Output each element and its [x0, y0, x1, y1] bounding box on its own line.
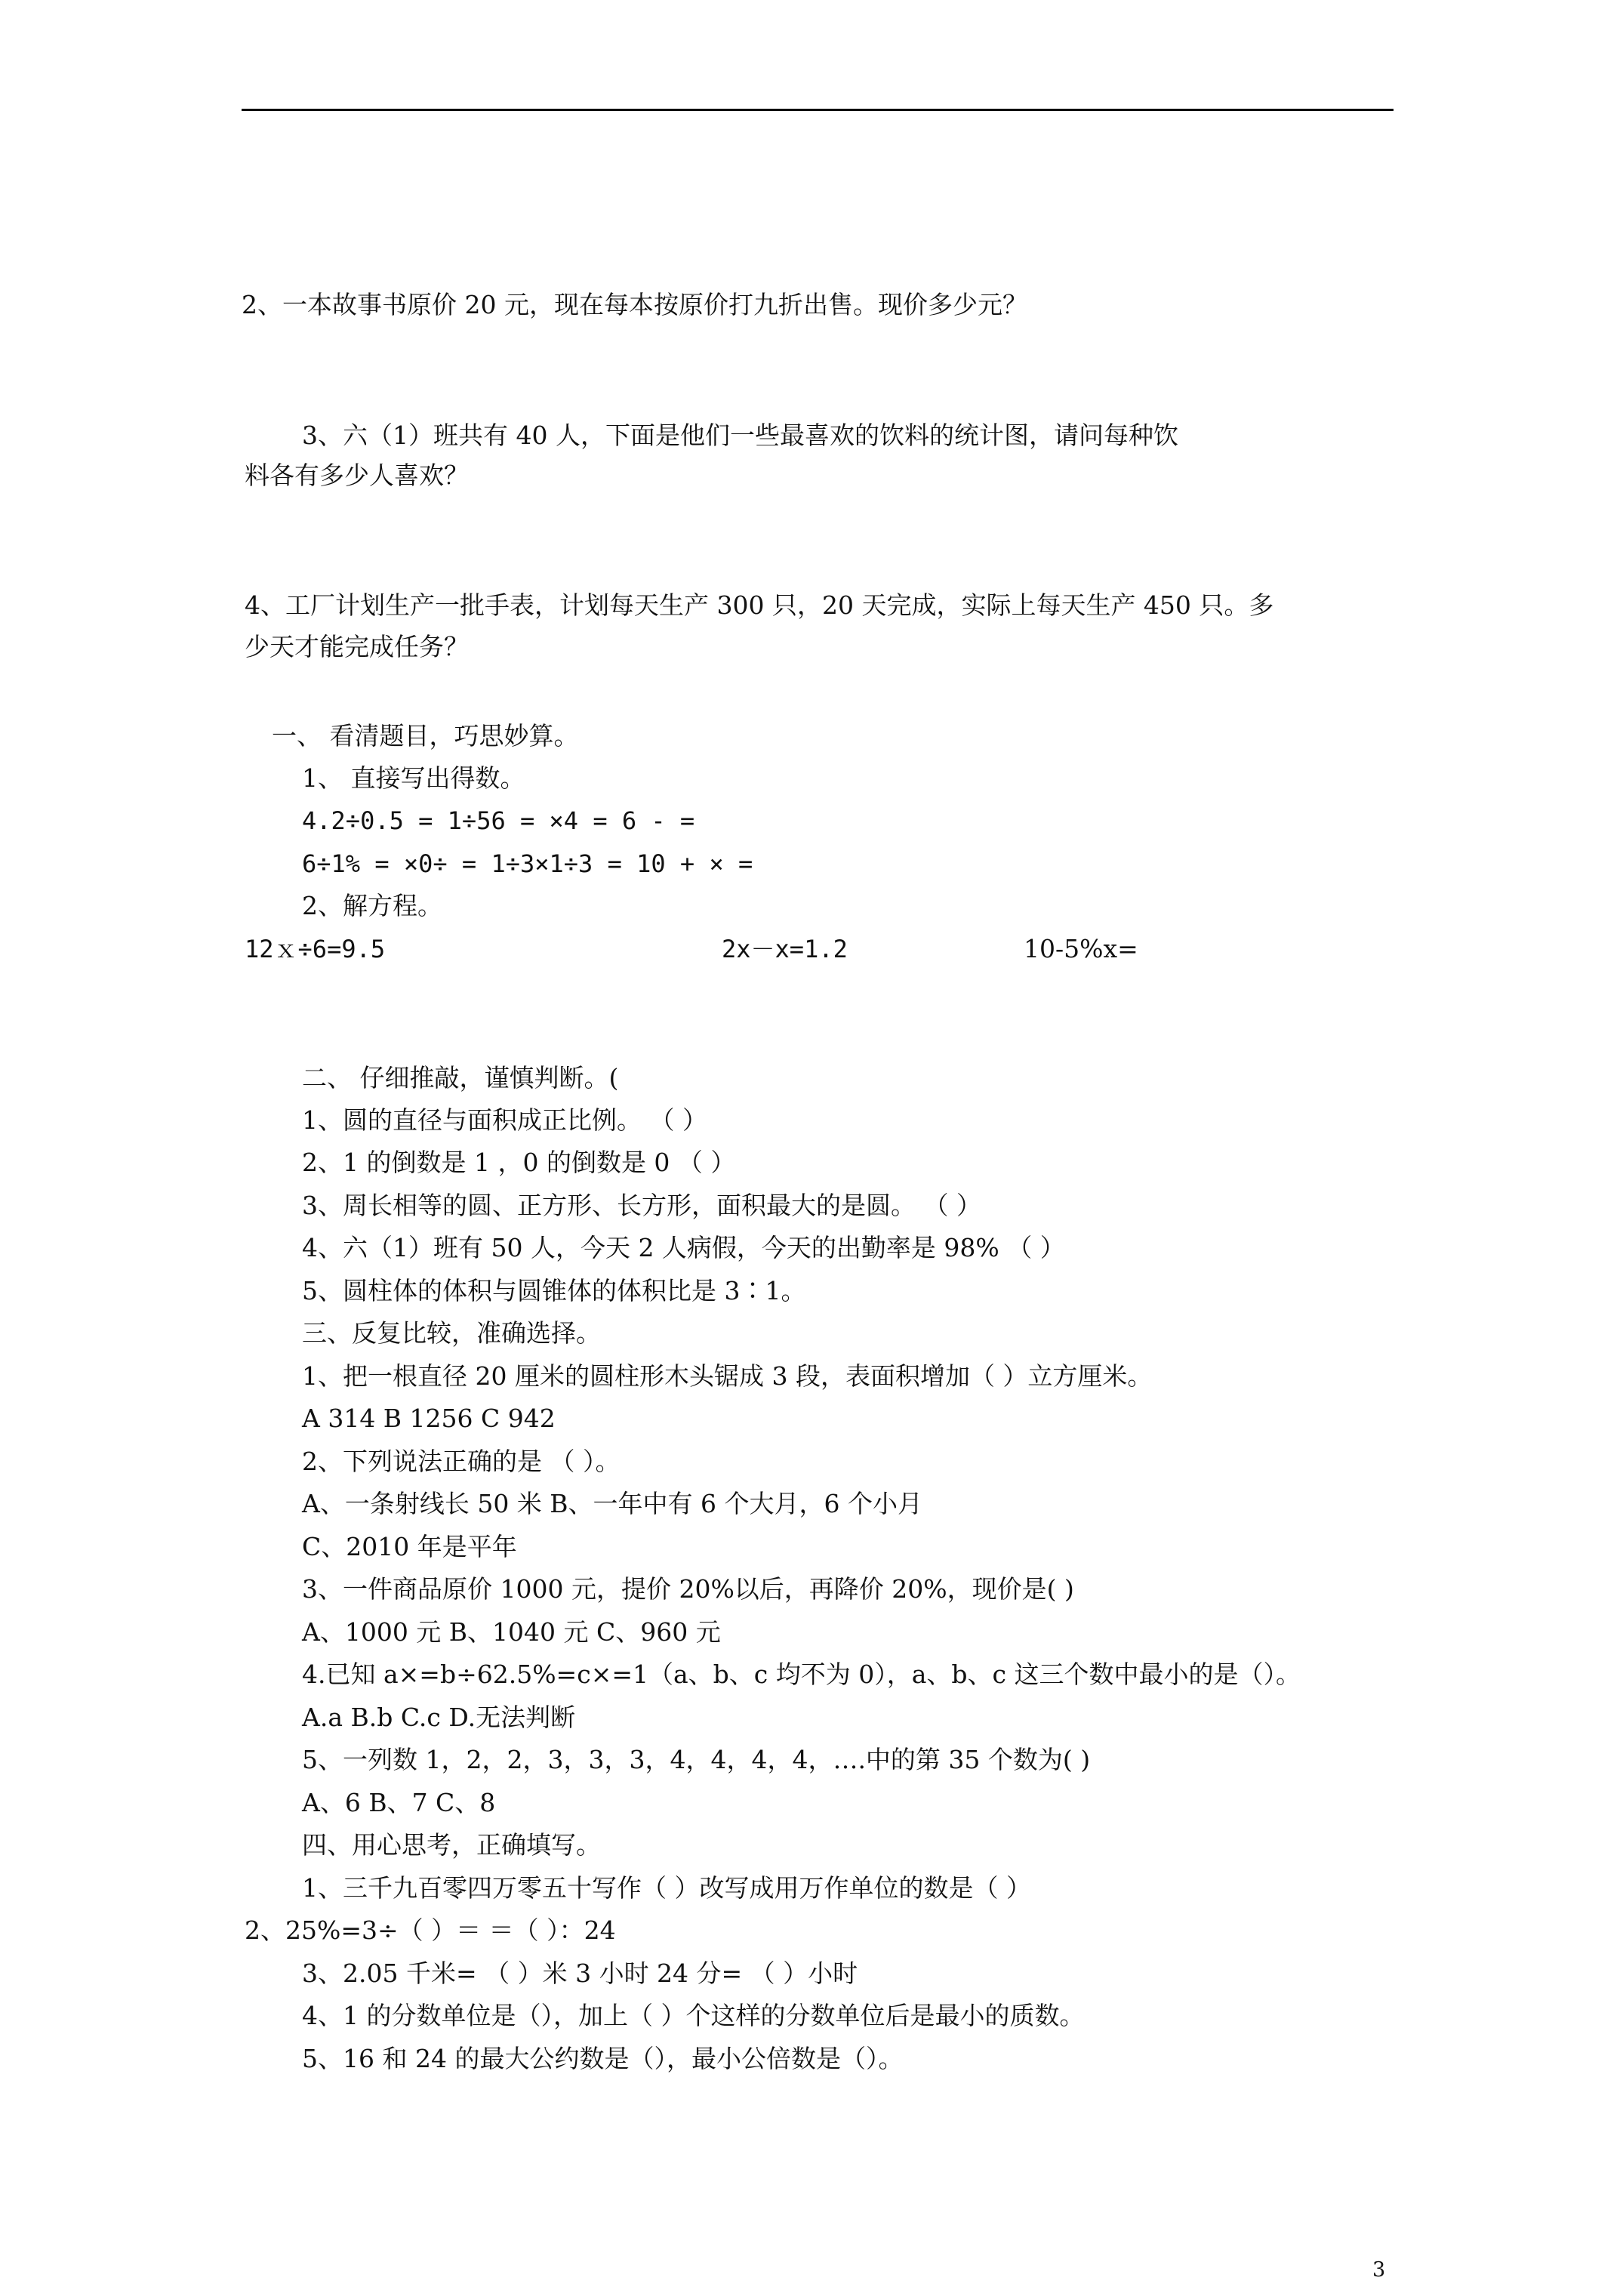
problem-4-line-2: 少天才能完成任务？: [245, 632, 469, 661]
fill-item-5: 5、16 和 24 的最大公约数是（），最小公倍数是（）。: [302, 2044, 904, 2073]
judge-item-2: 2、1 的倒数是 1 ，0 的倒数是 0 （ ）: [302, 1148, 736, 1177]
choice-q4: 4.已知 a×=b÷62.5%=c×=1（a、b、c 均不为 0），a、b、c 这三个数中最小的是（）。: [302, 1660, 1301, 1689]
judge-item-5: 5、圆柱体的体积与圆锥体的体积比是 3∶1。: [302, 1276, 806, 1305]
choice-q5-options: A、6 B、7 C、8: [302, 1788, 496, 1817]
header-rule: [242, 109, 1394, 111]
problem-3-line-2: 料各有多少人喜欢？: [245, 461, 469, 490]
choice-q2-options-b: C、2010 年是平年: [302, 1532, 517, 1561]
calc-row-1: 4.2÷0.5 = 1÷56 = ×4 = 6 - =: [302, 806, 695, 835]
section-1-heading: 一、 看清题目，巧思妙算。: [272, 721, 579, 750]
choice-q5: 5、一列数 1，2，2，3，3，3，4，4，4，4，….中的第 35 个数为( ): [302, 1745, 1091, 1774]
fill-item-4: 4、1 的分数单位是（），加上（ ）个这样的分数单位后是最小的质数。: [302, 2001, 1085, 2030]
choice-q1: 1、把一根直径 20 厘米的圆柱形木头锯成 3 段，表面积增加（ ）立方厘米。: [302, 1361, 1153, 1391]
equation-3: 10-5%x=: [1024, 934, 1138, 963]
section-3-heading: 三、反复比较，准确选择。: [302, 1318, 601, 1348]
choice-q1-options: A 314 B 1256 C 942: [302, 1404, 556, 1433]
fill-item-2: 2、25%=3÷（ ）＝ ＝（ ）：24: [245, 1915, 616, 1945]
judge-item-4: 4、六（1）班有 50 人，今天 2 人病假，今天的出勤率是 98% （ ）: [302, 1233, 1065, 1262]
calc-row-2: 6÷1% = ×0÷ = 1÷3×1÷3 = 10 + × =: [302, 849, 753, 878]
judge-item-1: 1、圆的直径与面积成正比例。 （ ）: [302, 1105, 707, 1135]
section-1-sub-2: 2、解方程。: [302, 891, 442, 920]
choice-q3-options: A、1000 元 B、1040 元 C、960 元: [302, 1617, 721, 1647]
problem-3-line-1: 3、六（1）班共有 40 人，下面是他们一些最喜欢的饮料的统计图，请问每种饮: [302, 421, 1178, 450]
equation-2: 2x－x=1.2: [722, 935, 848, 963]
judge-item-3: 3、周长相等的圆、正方形、长方形，面积最大的是圆。 （ ）: [302, 1191, 981, 1220]
section-2-heading: 二、 仔细推敲，谨慎判断。(: [302, 1063, 619, 1093]
equation-1: 12ｘ÷6=9.5: [245, 935, 386, 963]
choice-q2: 2、下列说法正确的是 （ ）。: [302, 1447, 621, 1476]
fill-item-1: 1、三千九百零四万零五十写作（ ）改写成用万作单位的数是（ ）: [302, 1873, 1031, 1903]
choice-q3: 3、一件商品原价 1000 元，提价 20%以后，再降价 20%，现价是( ): [302, 1574, 1074, 1604]
section-1-sub-1: 1、 直接写出得数。: [302, 763, 525, 793]
fill-item-3: 3、2.05 千米= （ ）米 3 小时 24 分= （ ）小时: [302, 1959, 858, 1988]
choice-q2-options-a: A、一条射线长 50 米 B、一年中有 6 个大月，6 个小月: [302, 1489, 923, 1518]
problem-4-line-1: 4、工厂计划生产一批手表，计划每天生产 300 只，20 天完成，实际上每天生产 450 只。多: [245, 590, 1274, 620]
problem-2: 2、一本故事书原价 20 元，现在每本按原价打九折出售。现价多少元？: [242, 290, 1027, 319]
section-4-heading: 四、用心思考，正确填写。: [302, 1830, 601, 1860]
page-number: 3: [1372, 2258, 1386, 2282]
choice-q4-options: A.a B.b C.c D.无法判断: [302, 1703, 576, 1732]
